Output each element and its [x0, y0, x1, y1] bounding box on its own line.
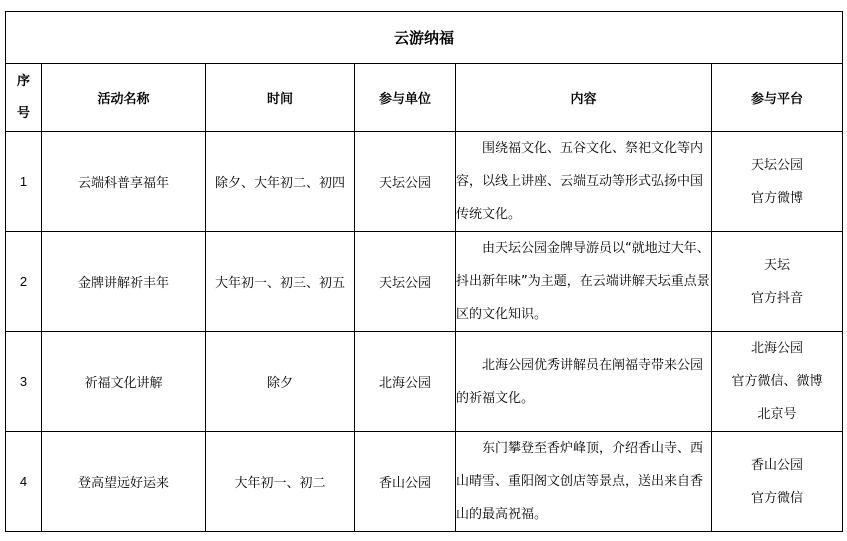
platform-line: 北海公园: [751, 341, 804, 356]
cell-name: 登高望远好运来: [42, 432, 206, 532]
cell-seq: 3: [6, 332, 42, 432]
cell-time: 除夕、大年初二、初四: [206, 132, 355, 232]
header-seq: [6, 64, 42, 132]
cell-name: 祈福文化讲解: [42, 332, 206, 432]
header-unit: 参与单位: [355, 64, 456, 132]
cell-name: 云端科普享福年: [42, 132, 206, 232]
table-row: [6, 132, 843, 232]
header-time: 时间: [206, 64, 355, 132]
cell-unit: 香山公园: [355, 432, 456, 532]
platform-line: 官方抖音: [751, 290, 804, 306]
cell-content-text: 由天坛公园金牌导游员以“就地过大年、抖出新年味”为主题，在云端讲解天坛重点景区的文化知识。: [456, 241, 710, 322]
cell-platform: [712, 332, 843, 432]
platform-line: 官方微博: [751, 190, 804, 206]
cell-platform: [712, 232, 843, 332]
cell-unit: 天坛公园: [355, 132, 456, 232]
header-content: 内容: [456, 64, 712, 132]
cell-content: [456, 132, 712, 232]
table-row: [6, 432, 843, 532]
header-platform: 参与平台: [712, 64, 843, 132]
cell-time: 大年初一、初三、初五: [206, 232, 355, 332]
header-row: [6, 64, 843, 132]
platform-line: 香山公园: [751, 457, 804, 473]
header-seq-line2: 号: [16, 105, 30, 121]
cell-content: [456, 332, 712, 432]
cell-seq: 1: [6, 132, 42, 232]
cell-seq: 4: [6, 432, 42, 532]
cell-content: [456, 232, 712, 332]
cell-unit: 天坛公园: [355, 232, 456, 332]
platform-line: 官方微信: [751, 490, 804, 506]
cell-content-text: 围绕福文化、五谷文化、祭祀文化等内容，以线上讲座、云端互动等形式弘扬中国传统文化。: [456, 141, 704, 222]
platform-line: 天坛公园: [751, 157, 804, 173]
cell-platform: [712, 132, 843, 232]
cell-content-text: 北海公园优秀讲解员在阐福寺带来公园的祈福文化。: [456, 357, 704, 406]
table-row: [6, 332, 843, 432]
activity-table: [5, 11, 843, 532]
cell-content: [456, 432, 712, 532]
cell-unit: 北海公园: [355, 332, 456, 432]
platform-line: 北京号: [757, 407, 797, 422]
platform-line: 官方微信、微博: [731, 374, 823, 389]
cell-seq: 2: [6, 232, 42, 332]
cell-platform: [712, 432, 843, 532]
header-seq-line1: 序: [16, 73, 30, 89]
cell-name: 金牌讲解祈丰年: [42, 232, 206, 332]
table-title: 云游纳福: [6, 12, 843, 64]
cell-content-text: 东门攀登至香炉峰顶，介绍香山寺、西山晴雪、重阳阁文创店等景点，送出来自香山的最高祝福。: [456, 441, 704, 522]
cell-time: 大年初一、初二: [206, 432, 355, 532]
platform-line: 天坛: [764, 257, 791, 273]
table-row: [6, 232, 843, 332]
header-name: 活动名称: [42, 64, 206, 132]
cell-time: 除夕: [206, 332, 355, 432]
